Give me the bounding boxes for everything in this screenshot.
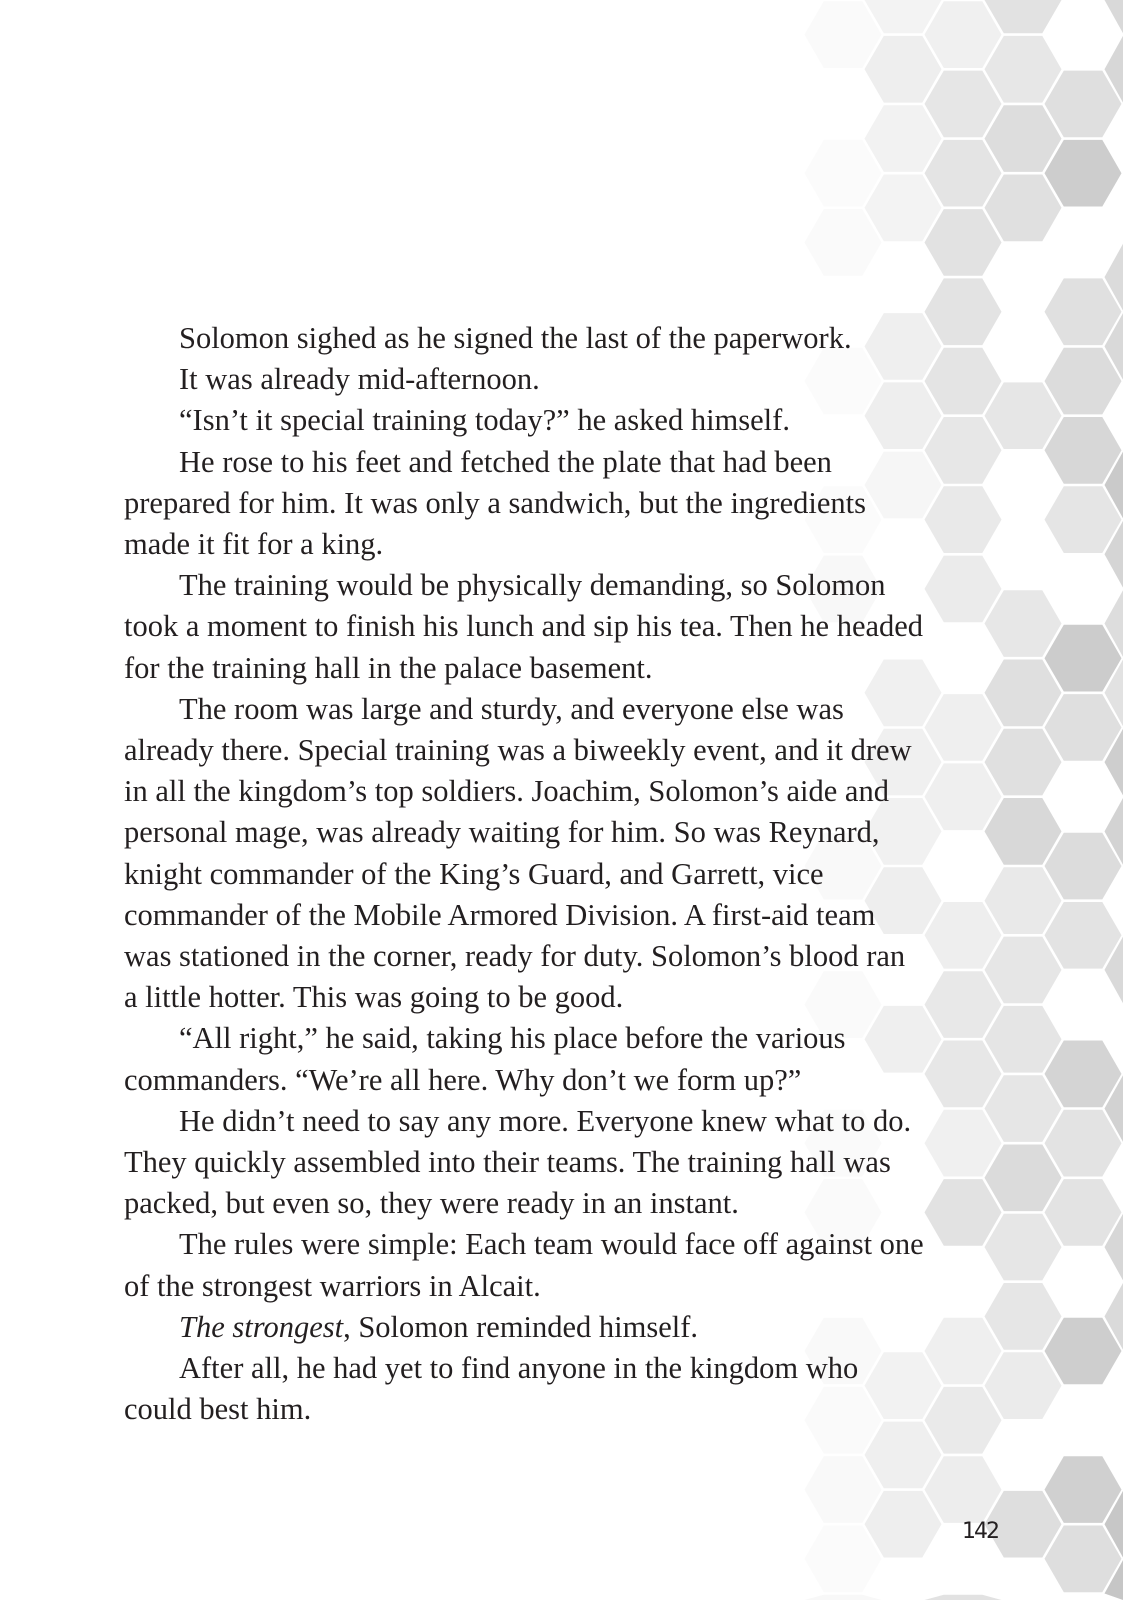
- text-segment: knight commander of the King’s Guard, and Garrett, vice: [124, 856, 824, 891]
- hexagon-shape: [1045, 1041, 1122, 1108]
- hexagon-shape: [1045, 486, 1122, 553]
- hexagon-shape: [1045, 1456, 1122, 1523]
- text-segment: “All right,” he said, taking his place before the various: [179, 1021, 846, 1056]
- hexagon-shape: [1045, 417, 1122, 484]
- text-line: [124, 442, 1024, 483]
- text-line: [124, 1101, 1024, 1142]
- text-line: [124, 524, 1024, 565]
- text-segment: packed, but even so, they were ready in an instant.: [124, 1186, 739, 1221]
- text-line: [124, 936, 1024, 977]
- text-line: [124, 648, 1024, 689]
- text-segment: He rose to his feet and fetched the plate that had been: [179, 444, 832, 479]
- hexagon-shape: [1045, 71, 1122, 138]
- text-line: [124, 1183, 1024, 1224]
- hexagon-shape: [805, 1456, 882, 1523]
- text-line: [124, 977, 1024, 1018]
- text-segment: The strongest: [179, 1309, 344, 1344]
- text-segment: , Solomon reminded himself.: [343, 1309, 699, 1344]
- text-segment: for the training hall in the palace basement.: [124, 650, 653, 685]
- hexagon-shape: [1105, 0, 1123, 33]
- text-line: [124, 359, 1024, 400]
- page-number: 142: [962, 1519, 998, 1544]
- hexagon-shape: [865, 105, 942, 172]
- hexagon-shape: [1045, 1110, 1122, 1177]
- text-segment: Solomon sighed as he signed the last of the paperwork.: [179, 321, 852, 355]
- text-line: [124, 565, 1024, 606]
- hexagon-shape: [745, 175, 822, 242]
- text-line: [124, 771, 1024, 812]
- text-line: [124, 689, 1024, 730]
- text-line: [124, 1018, 1024, 1059]
- text-segment: took a moment to finish his lunch and sip his tea. Then he headed: [124, 609, 924, 644]
- text-segment: The room was large and sturdy, and everyone else was: [179, 691, 844, 726]
- hexagon-shape: [1045, 833, 1122, 900]
- text-line: [124, 1266, 1024, 1307]
- text-line: [124, 483, 1024, 524]
- text-line: [124, 318, 1024, 359]
- text-line: [124, 854, 1024, 895]
- body-text: [124, 318, 1024, 1430]
- text-segment: already there. Special training was a biweekly event, and it drew: [124, 733, 912, 768]
- hexagon-shape: [745, 1422, 822, 1489]
- text-line: [124, 1060, 1024, 1101]
- text-line: [124, 1389, 1024, 1430]
- hexagon-shape: [985, 105, 1062, 172]
- hexagon-shape: [1045, 278, 1122, 345]
- text-line: [124, 730, 1024, 771]
- text-segment: After all, he had yet to find anyone in the kingdom who: [179, 1351, 859, 1386]
- hexagon-shape: [1045, 348, 1122, 415]
- hexagon-shape: [745, 36, 822, 103]
- hexagon-shape: [925, 1, 1002, 68]
- text-segment: personal mage, was already waiting for him. So was Reynard,: [124, 815, 880, 850]
- text-line: [124, 1142, 1024, 1183]
- hexagon-shape: [1045, 1179, 1122, 1246]
- text-line: [124, 400, 1024, 441]
- text-segment: “Isn’t it special training today?” he asked himself.: [179, 403, 790, 438]
- hexagon-shape: [1045, 140, 1122, 207]
- text-segment: The rules were simple: Each team would face off against one: [179, 1227, 924, 1262]
- hexagon-shape: [1045, 694, 1122, 761]
- hexagon-shape: [805, 1595, 882, 1600]
- text-segment: in all the kingdom’s top soldiers. Joachim, Solomon’s aide and: [124, 774, 889, 809]
- hexagon-shape: [745, 1491, 822, 1558]
- hexagon-shape: [745, 105, 822, 172]
- hexagon-shape: [805, 140, 882, 207]
- hexagon-shape: [1045, 1526, 1122, 1593]
- text-segment: of the strongest warriors in Alcait.: [124, 1268, 541, 1303]
- hexagon-shape: [925, 71, 1002, 138]
- text-line: [124, 1307, 1024, 1348]
- hexagon-shape: [1045, 902, 1122, 969]
- hexagon-shape: [985, 36, 1062, 103]
- text-line: [124, 1224, 1024, 1265]
- hexagon-shape: [925, 140, 1002, 207]
- text-line: [124, 1348, 1024, 1389]
- hexagon-shape: [865, 1491, 942, 1558]
- text-segment: prepared for him. It was only a sandwich, but the ingredients: [124, 485, 866, 520]
- hexagon-shape: [925, 209, 1002, 276]
- hexagon-shape: [925, 1595, 1002, 1600]
- text-line: [124, 895, 1024, 936]
- text-segment: They quickly assembled into their teams. The training hall was: [124, 1145, 891, 1180]
- hexagon-shape: [865, 175, 942, 242]
- text-line: [124, 606, 1024, 647]
- text-segment: commander of the Mobile Armored Division. A first-aid team: [124, 897, 876, 932]
- text-segment: could best him.: [124, 1392, 312, 1427]
- hexagon-shape: [1045, 1318, 1122, 1385]
- hexagon-shape: [805, 1526, 882, 1593]
- text-segment: The training would be physically demanding, so Solomon: [179, 568, 886, 603]
- hexagon-shape: [805, 209, 882, 276]
- text-segment: commanders. “We’re all here. Why don’t we form up?”: [124, 1062, 802, 1097]
- text-segment: made it fit for a king.: [124, 527, 384, 562]
- hexagon-shape: [865, 1422, 942, 1489]
- text-segment: It was already mid-afternoon.: [179, 362, 540, 397]
- hexagon-shape: [925, 1456, 1002, 1523]
- text-segment: a little hotter. This was going to be good.: [124, 980, 624, 1015]
- hexagon-shape: [1045, 625, 1122, 692]
- hexagon-shape: [985, 175, 1062, 242]
- hexagon-shape: [865, 36, 942, 103]
- text-segment: was stationed in the corner, ready for duty. Solomon’s blood ran: [124, 939, 906, 974]
- text-line: [124, 812, 1024, 853]
- text-segment: He didn’t need to say any more. Everyone knew what to do.: [179, 1103, 912, 1138]
- hexagon-shape: [805, 1, 882, 68]
